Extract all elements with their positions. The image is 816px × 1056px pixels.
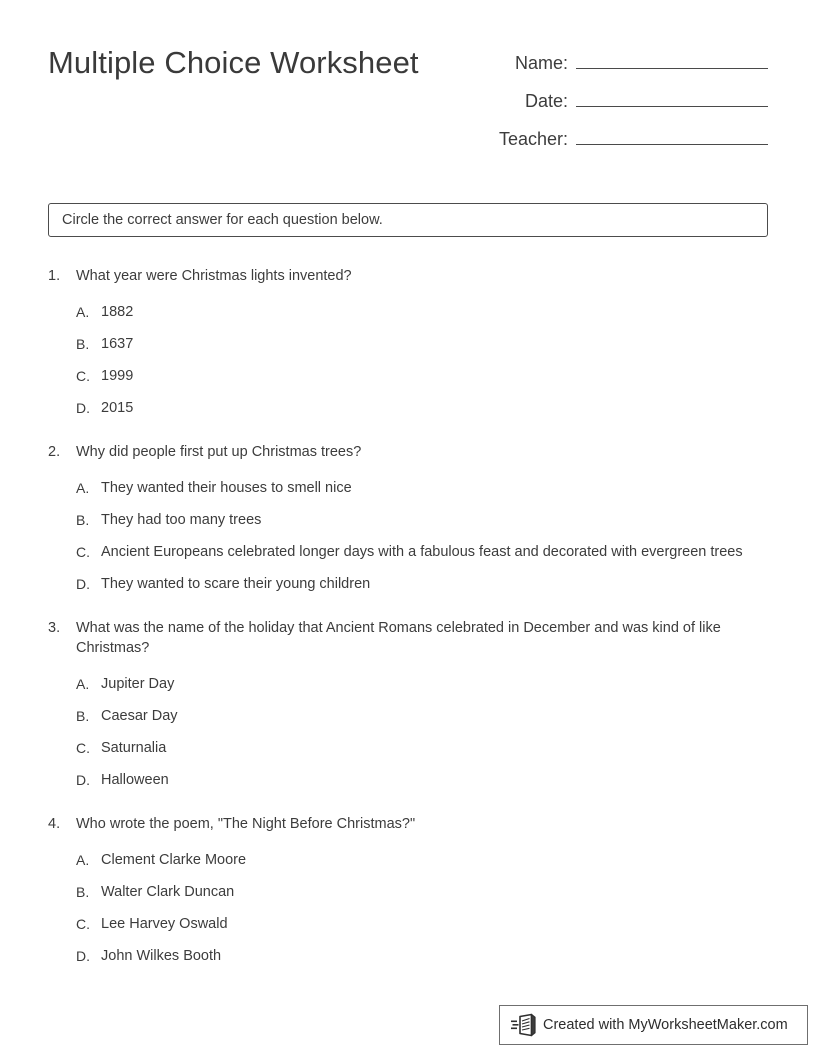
option-row[interactable] — [48, 882, 768, 902]
question-text: Who wrote the poem, "The Night Before Christmas?" — [76, 816, 416, 832]
question-head — [48, 814, 768, 834]
option-text: Clement Clarke Moore — [101, 852, 247, 868]
option-text: They wanted their houses to smell nice — [101, 480, 352, 496]
option-row[interactable] — [48, 770, 768, 790]
option-text: Caesar Day — [101, 708, 178, 724]
option-text: Saturnalia — [101, 740, 167, 756]
option-row[interactable] — [48, 574, 768, 594]
option-text: Halloween — [101, 772, 169, 788]
option-letter: B. — [76, 708, 90, 724]
question-number: 3. — [48, 620, 61, 636]
option-letter: A. — [76, 852, 90, 868]
footer-badge-text: Created with MyWorksheetMaker.com — [543, 1017, 788, 1033]
name-field-input-line[interactable] — [576, 48, 768, 69]
options-list — [48, 850, 768, 966]
option-text: John Wilkes Booth — [101, 948, 222, 964]
option-letter: C. — [76, 740, 90, 756]
worksheet-maker-logo-icon — [511, 1013, 537, 1037]
instructions-text: Circle the correct answer for each question below. — [62, 212, 383, 228]
date-field-row — [438, 86, 768, 124]
question-block — [48, 618, 768, 790]
option-row[interactable] — [48, 706, 768, 726]
option-row[interactable] — [48, 946, 768, 966]
option-row[interactable] — [48, 334, 768, 354]
option-row[interactable] — [48, 914, 768, 934]
option-text: Lee Harvey Oswald — [101, 916, 228, 932]
questions-list — [48, 266, 768, 990]
footer-badge[interactable] — [499, 1005, 808, 1045]
question-head — [48, 442, 768, 462]
options-list — [48, 302, 768, 418]
option-letter: C. — [76, 916, 90, 932]
option-text: Walter Clark Duncan — [101, 884, 235, 900]
instructions-box — [48, 203, 768, 237]
option-row[interactable] — [48, 850, 768, 870]
option-text: 2015 — [101, 400, 134, 416]
options-list — [48, 478, 768, 594]
option-letter: A. — [76, 480, 90, 496]
date-field-label: Date: — [524, 91, 568, 111]
option-letter: D. — [76, 948, 90, 964]
teacher-field-label: Teacher: — [498, 129, 568, 149]
option-text: Jupiter Day — [101, 676, 175, 692]
option-row[interactable] — [48, 398, 768, 418]
option-text: Ancient Europeans celebrated longer days with a fabulous feast and decorated with evergreen trees — [101, 544, 743, 560]
option-letter: B. — [76, 336, 90, 352]
option-row[interactable] — [48, 366, 768, 386]
page-title: Multiple Choice Worksheet — [48, 45, 419, 80]
teacher-field-input-line[interactable] — [576, 124, 768, 145]
option-text: They wanted to scare their young children — [101, 576, 371, 592]
question-text: Why did people first put up Christmas trees? — [76, 444, 362, 460]
option-row[interactable] — [48, 302, 768, 322]
name-field-label: Name: — [514, 53, 568, 73]
option-letter: A. — [76, 676, 90, 692]
question-block — [48, 814, 768, 966]
option-row[interactable] — [48, 674, 768, 694]
date-field-input-line[interactable] — [576, 86, 768, 107]
worksheet-header — [48, 42, 768, 162]
question-text: What year were Christmas lights invented? — [76, 268, 352, 284]
option-letter: D. — [76, 400, 90, 416]
option-letter: C. — [76, 544, 90, 560]
option-letter: B. — [76, 512, 90, 528]
option-row[interactable] — [48, 738, 768, 758]
option-row[interactable] — [48, 478, 768, 498]
option-text: 1637 — [101, 336, 134, 352]
option-text: 1882 — [101, 304, 134, 320]
option-row[interactable] — [48, 510, 768, 530]
option-letter: D. — [76, 576, 90, 592]
name-field-row — [438, 48, 768, 86]
teacher-field-row — [438, 124, 768, 162]
question-number: 2. — [48, 444, 61, 460]
question-number: 1. — [48, 268, 61, 284]
question-text: What was the name of the holiday that Ancient Romans celebrated in December and was kind of like Christmas? — [76, 620, 721, 656]
question-head — [48, 618, 768, 658]
option-letter: D. — [76, 772, 90, 788]
option-text: 1999 — [101, 368, 134, 384]
options-list — [48, 674, 768, 790]
option-row[interactable] — [48, 542, 768, 562]
question-block — [48, 442, 768, 594]
option-text: They had too many trees — [101, 512, 262, 528]
option-letter: C. — [76, 368, 90, 384]
question-head — [48, 266, 768, 286]
question-number: 4. — [48, 816, 61, 832]
option-letter: B. — [76, 884, 90, 900]
student-info-fields — [438, 48, 768, 162]
question-block — [48, 266, 768, 418]
option-letter: A. — [76, 304, 90, 320]
